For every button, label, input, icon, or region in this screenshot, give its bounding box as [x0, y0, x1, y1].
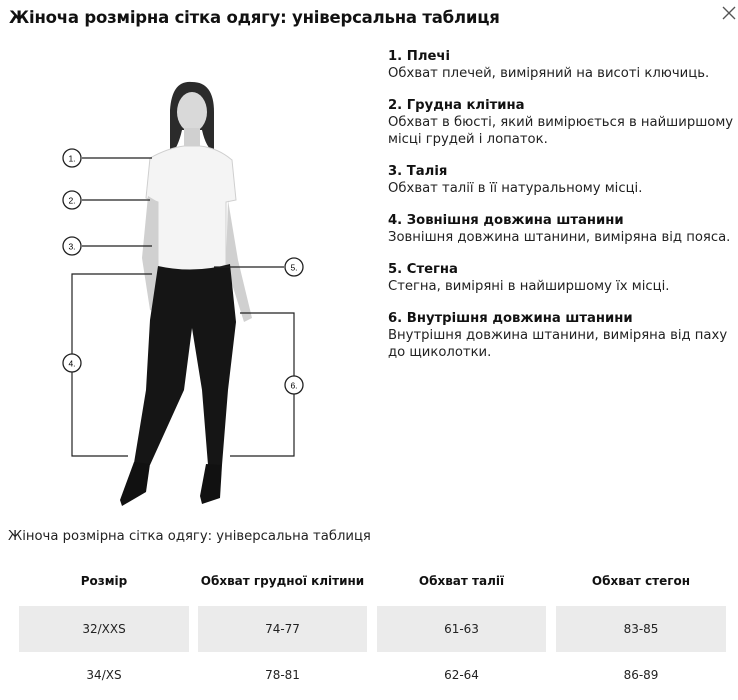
model-figure	[120, 82, 252, 506]
header-chest: Обхват грудної клітини	[200, 574, 365, 588]
desc-title: 2. Грудна клітина	[388, 98, 525, 113]
desc-text: Обхват в бюсті, який вимірюється в найширшому місці грудей і лопаток.	[388, 115, 734, 147]
desc-inner-leg	[388, 310, 738, 361]
marker-4	[63, 354, 81, 372]
measurement-descriptions	[388, 48, 738, 376]
table-cell: 34/XS	[86, 668, 122, 682]
desc-shoulders	[388, 48, 738, 82]
table-cell: 78-81	[265, 668, 300, 682]
desc-text: Стегна, виміряні в найширшому їх місці.	[388, 279, 670, 294]
desc-text: Внутрішня довжина штанини, виміряна від паху до щиколотки.	[388, 328, 728, 360]
close-button[interactable]	[718, 2, 738, 22]
table-header-row	[0, 566, 738, 606]
svg-text:3.: 3.	[68, 241, 76, 252]
desc-text: Зовнішня довжина штанини, виміряна від пояса.	[388, 230, 731, 245]
desc-waist	[388, 163, 738, 197]
modal-title: Жіноча розмірна сітка одягу: універсальна таблиця	[9, 8, 500, 27]
svg-text:4.: 4.	[68, 358, 76, 369]
desc-title: 1. Плечі	[388, 49, 450, 64]
table-cell: 86-89	[623, 668, 659, 682]
header-hips: Обхват стегон	[591, 574, 691, 588]
table-caption: Жіноча розмірна сітка одягу: універсальна таблиця	[8, 529, 371, 544]
svg-text:6.: 6.	[290, 380, 298, 391]
marker-6	[285, 376, 303, 394]
marker-5	[285, 258, 303, 276]
table-row	[0, 652, 738, 698]
marker-2	[63, 191, 81, 209]
svg-text:2.: 2.	[68, 195, 76, 206]
svg-text:5.: 5.	[290, 262, 298, 273]
desc-outer-leg	[388, 212, 738, 246]
size-table	[0, 566, 738, 698]
table-row	[0, 606, 738, 652]
header-waist: Обхват талії	[418, 574, 505, 588]
marker-3	[63, 237, 81, 255]
table-cell: 61-63	[377, 606, 546, 652]
header-size: Розмір	[80, 574, 128, 588]
table-cell: 83-85	[556, 606, 726, 652]
desc-chest	[388, 97, 738, 148]
desc-text: Обхват талії в її натуральному місці.	[388, 181, 643, 196]
desc-title: 3. Талія	[388, 164, 448, 179]
table-cell: 74-77	[198, 606, 367, 652]
marker-1	[63, 149, 81, 167]
svg-text:1.: 1.	[68, 153, 76, 164]
desc-title: 5. Стегна	[388, 262, 458, 277]
measurement-figure	[0, 60, 380, 520]
table-cell: 32/XXS	[19, 606, 189, 652]
desc-text: Обхват плечей, виміряний на висоті ключиць.	[388, 66, 710, 81]
desc-title: 6. Внутрішня довжина штанини	[388, 311, 633, 326]
desc-hips	[388, 261, 738, 295]
desc-title: 4. Зовнішня довжина штанини	[388, 213, 624, 228]
table-cell: 62-64	[444, 668, 479, 682]
close-icon	[718, 2, 738, 22]
